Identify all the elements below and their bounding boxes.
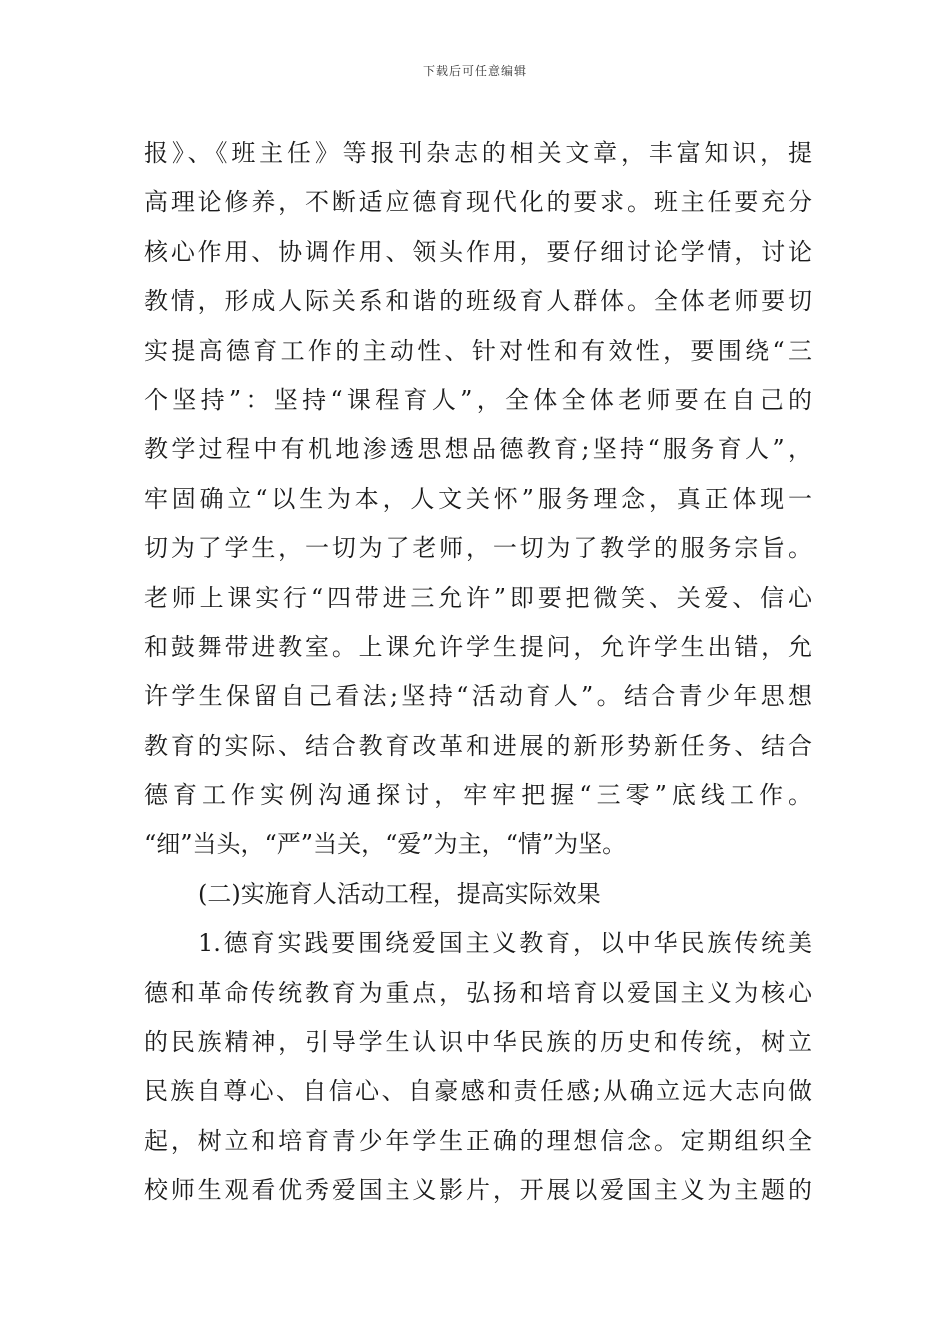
text-line: 个坚持”：坚持“课程育人”，全体全体老师要在自己的 bbox=[144, 385, 812, 414]
text-line: 核心作用、协调作用、领头作用，要仔细讨论学情，讨论 bbox=[144, 237, 812, 266]
text-line: 德和革命传统教育为重点，弘扬和培育以爱国主义为核心 bbox=[144, 978, 812, 1007]
page-header: 下载后可任意编辑 bbox=[422, 64, 527, 78]
text-line: 报》、《班主任》等报刊杂志的相关文章，丰富知识，提 bbox=[144, 139, 812, 167]
text-line: 起，树立和培育青少年学生正确的理想信念。定期组织全 bbox=[144, 1126, 812, 1155]
text-line: 牢固确立“以生为本，人文关怀”服务理念，真正体现一 bbox=[144, 484, 812, 513]
text-line: 教情，形成人际关系和谐的班级育人群体。全体老师要切 bbox=[144, 287, 812, 316]
text-line: 许学生保留自己看法;坚持“活动育人”。结合青少年思想 bbox=[144, 682, 812, 711]
text-line: 的民族精神，引导学生认识中华民族的历史和传统，树立 bbox=[144, 1028, 812, 1057]
text-line: 实提高德育工作的主动性、针对性和有效性，要围绕“三 bbox=[144, 336, 812, 365]
text-line: 高理论修养，不断适应德育现代化的要求。班主任要充分 bbox=[144, 188, 812, 217]
text-line: “细”当头，“严”当关，“爱”为主，“情”为坚。 bbox=[144, 830, 627, 859]
text-line: 教学过程中有机地渗透思想品德教育;坚持“服务育人”， bbox=[144, 435, 812, 464]
text-line: 教育的实际、结合教育改革和进展的新形势新任务、结合 bbox=[144, 731, 812, 760]
section-heading: (二)实施育人活动工程，提高实际效果 bbox=[198, 879, 601, 908]
text-line: 1.德育实践要围绕爱国主义教育，以中华民族传统美 bbox=[198, 929, 812, 958]
text-line: 老师上课实行“四带进三允许”即要把微笑、关爱、信心 bbox=[144, 583, 812, 612]
text-line: 民族自尊心、自信心、自豪感和责任感;从确立远大志向做 bbox=[144, 1077, 812, 1106]
text-line: 和鼓舞带进教室。上课允许学生提问，允许学生出错，允 bbox=[144, 632, 812, 661]
text-line: 切为了学生，一切为了老师，一切为了教学的服务宗旨。 bbox=[144, 534, 812, 563]
document-body bbox=[144, 129, 812, 1216]
text-line: 德育工作实例沟通探讨，牢牢把握“三零”底线工作。 bbox=[144, 781, 812, 810]
text-line: 校师生观看优秀爱国主义影片，开展以爱国主义为主题的 bbox=[144, 1176, 812, 1205]
